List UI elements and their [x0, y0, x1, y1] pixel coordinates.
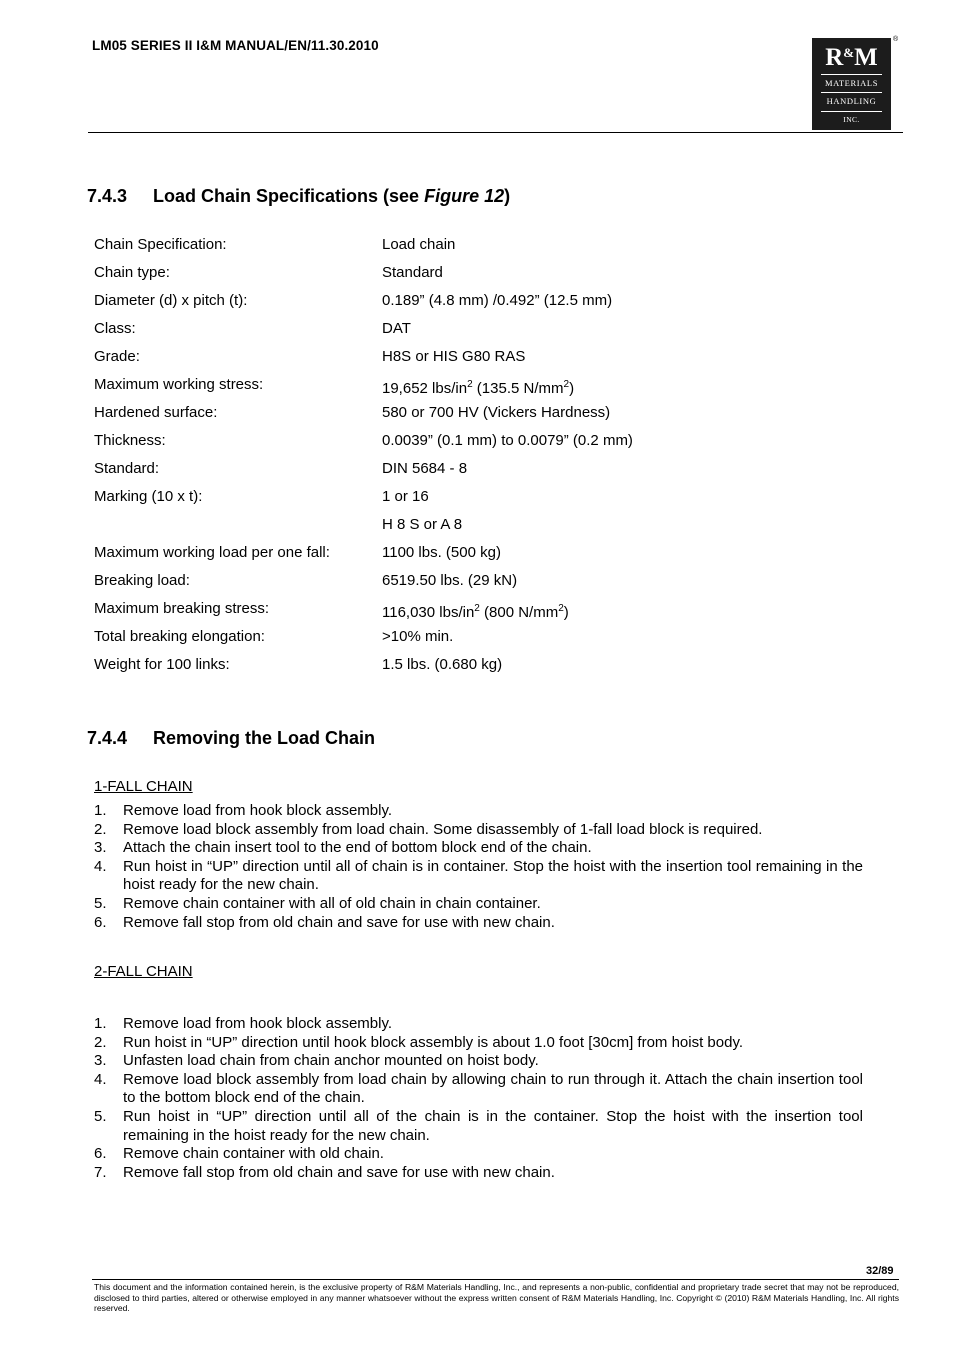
step-text: Run hoist in “UP” direction until all of chain is in container. Stop the hoist with the insertion tool remaining in the hoist ready for the new chain.	[123, 857, 863, 894]
list-item	[94, 1071, 863, 1108]
spec-label: Class:	[94, 320, 136, 337]
list-item	[94, 858, 863, 895]
step-number: 1.	[94, 1015, 107, 1032]
footer-divider	[92, 1279, 899, 1280]
spec-value-superscript: 2	[558, 603, 564, 614]
spec-value: H8S or HIS G80 RAS	[382, 348, 526, 365]
spec-value-part: 19,652 lbs/in	[382, 380, 468, 397]
logo-divider	[821, 92, 882, 93]
step-text: Remove fall stop from old chain and save for use with new chain.	[123, 913, 555, 931]
section-title: Removing the Load Chain	[153, 728, 376, 748]
list-item	[94, 821, 863, 840]
spec-value: Standard	[382, 264, 443, 281]
spec-label: Breaking load:	[94, 572, 190, 589]
spec-label: Marking (10 x t):	[94, 488, 203, 505]
step-number: 2.	[94, 1033, 107, 1051]
step-number: 4.	[94, 1070, 107, 1088]
step-text: Remove chain container with all of old chain in chain container.	[123, 894, 541, 912]
steps-1-fall	[94, 802, 863, 932]
step-number: 6.	[94, 913, 107, 931]
spec-value: 580 or 700 HV (Vickers Hardness)	[382, 404, 611, 421]
step-text: Remove load from hook block assembly.	[123, 802, 393, 819]
header-divider	[88, 132, 903, 133]
spec-label: Maximum working stress:	[94, 376, 264, 393]
step-number: 1.	[94, 802, 107, 819]
spec-label: Thickness:	[94, 432, 166, 449]
spec-value	[382, 597, 569, 625]
steps-2-fall	[94, 1015, 863, 1182]
spec-label: Weight for 100 links:	[94, 656, 230, 673]
spec-value: H 8 S or A 8	[382, 516, 463, 533]
spec-value: 1.5 lbs. (0.680 kg)	[382, 656, 503, 673]
spec-value-superscript: 2	[563, 379, 570, 390]
step-number: 7.	[94, 1163, 107, 1181]
step-number: 3.	[94, 839, 107, 857]
step-text: Run hoist in “UP” direction until all of the chain is in the container. Stop the hoist with the insertion tool remaining in the hoist ready for the new chain.	[123, 1107, 863, 1144]
spec-label: Maximum working load per one fall:	[94, 544, 330, 561]
list-item	[94, 802, 863, 821]
list-item	[94, 1034, 863, 1053]
step-text: Remove load from hook block assembly.	[123, 1015, 393, 1032]
spec-value: 0.0039” (0.1 mm) to 0.0079” (0.2 mm)	[382, 432, 633, 449]
logo-line-handling: HANDLING	[826, 96, 877, 106]
list-item	[94, 895, 863, 914]
step-text: Remove load block assembly from load chain. Some disassembly of 1-fall load block is required.	[123, 820, 763, 838]
confidentiality-notice: This document and the information contained herein, is the exclusive property of R&M Materials Handling, Inc., and represents a non-public, confidential and proprietary trade secret that may not be reproduced, disclosed to third parties, altered or otherwise employed in any manner whatsoever without the express written consent of R&M Materials Handling, Inc. Copyright © (2010) R&M Materials Handling, Inc. All rights reserved.	[94, 1282, 899, 1314]
spec-value-part: )	[569, 380, 575, 397]
section-heading-743	[87, 186, 510, 207]
logo-line-inc: INC.	[843, 115, 860, 124]
section-heading-744	[87, 728, 375, 749]
spec-label: Total breaking elongation:	[94, 628, 265, 645]
spec-label: Maximum breaking stress:	[94, 600, 270, 617]
spec-value: DAT	[382, 320, 411, 337]
spec-label: Chain Specification:	[94, 236, 227, 253]
list-item	[94, 839, 863, 858]
spec-value-part: (135.5 N/mm	[472, 380, 564, 397]
spec-value-superscript: 2	[474, 603, 480, 614]
step-number: 4.	[94, 857, 107, 875]
list-item	[94, 1052, 863, 1071]
spec-value: >10% min.	[382, 628, 454, 645]
step-number: 2.	[94, 820, 107, 838]
section-number: 7.4.4	[87, 728, 128, 748]
subheading-2-fall: 2-FALL CHAIN	[94, 963, 193, 980]
figure-reference: Figure 12	[424, 186, 505, 206]
spec-label: Standard:	[94, 460, 160, 477]
step-text: Remove fall stop from old chain and save for use with new chain.	[123, 1163, 555, 1181]
spec-label: Grade:	[94, 348, 140, 365]
spec-label: Chain type:	[94, 264, 170, 281]
step-number: 3.	[94, 1052, 107, 1070]
section-number: 7.4.3	[87, 186, 128, 206]
spec-label: Hardened surface:	[94, 404, 218, 421]
spec-value-part: )	[563, 604, 569, 621]
spec-value: 1100 lbs. (500 kg)	[382, 544, 501, 561]
list-item	[94, 1145, 863, 1164]
step-number: 5.	[94, 894, 107, 912]
registered-mark: ®	[893, 36, 899, 43]
spec-label: Diameter (d) x pitch (t):	[94, 292, 248, 309]
subheading-1-fall: 1-FALL CHAIN	[94, 778, 193, 795]
section-title-suffix: )	[504, 186, 511, 206]
section-title-prefix: Load Chain Specifications (see	[153, 186, 425, 206]
logo-line-materials: MATERIALS	[824, 78, 879, 88]
spec-value-part: (800 N/mm	[479, 604, 559, 621]
step-text: Unfasten load chain from chain anchor mounted on hoist body.	[123, 1052, 539, 1070]
spec-value: 6519.50 lbs. (29 kN)	[382, 572, 518, 589]
list-item	[94, 1015, 863, 1034]
step-text: Run hoist in “UP” direction until hook block assembly is about 1.0 foot [30cm] from hoist body.	[123, 1033, 744, 1051]
spec-value: 1 or 16	[382, 488, 429, 505]
logo-mark: R&M	[825, 44, 878, 71]
step-text: Remove chain container with old chain.	[123, 1145, 384, 1163]
spec-value	[382, 373, 574, 401]
step-text: Attach the chain insert tool to the end of bottom block end of the chain.	[123, 839, 592, 857]
logo-divider	[821, 111, 882, 112]
logo-divider	[821, 74, 882, 75]
step-number: 6.	[94, 1145, 107, 1163]
rm-logo	[812, 38, 891, 130]
spec-value: 0.189” (4.8 mm) /0.492” (12.5 mm)	[382, 292, 613, 309]
step-text: Remove load block assembly from load chain by allowing chain to run through it. Attach the chain insertion tool to the bottom block end of the chain.	[123, 1070, 863, 1107]
spec-value: DIN 5684 - 8	[382, 460, 468, 477]
spec-value-superscript: 2	[467, 379, 473, 390]
spec-value-part: 116,030 lbs/in	[382, 604, 475, 621]
document-header-title: LM05 SERIES II I&M MANUAL/EN/11.30.2010	[92, 38, 379, 53]
spec-value: Load chain	[382, 236, 456, 253]
list-item	[94, 914, 863, 933]
list-item	[94, 1108, 863, 1145]
list-item	[94, 1164, 863, 1183]
step-number: 5.	[94, 1107, 107, 1125]
page-number: 32/89	[866, 1265, 894, 1277]
